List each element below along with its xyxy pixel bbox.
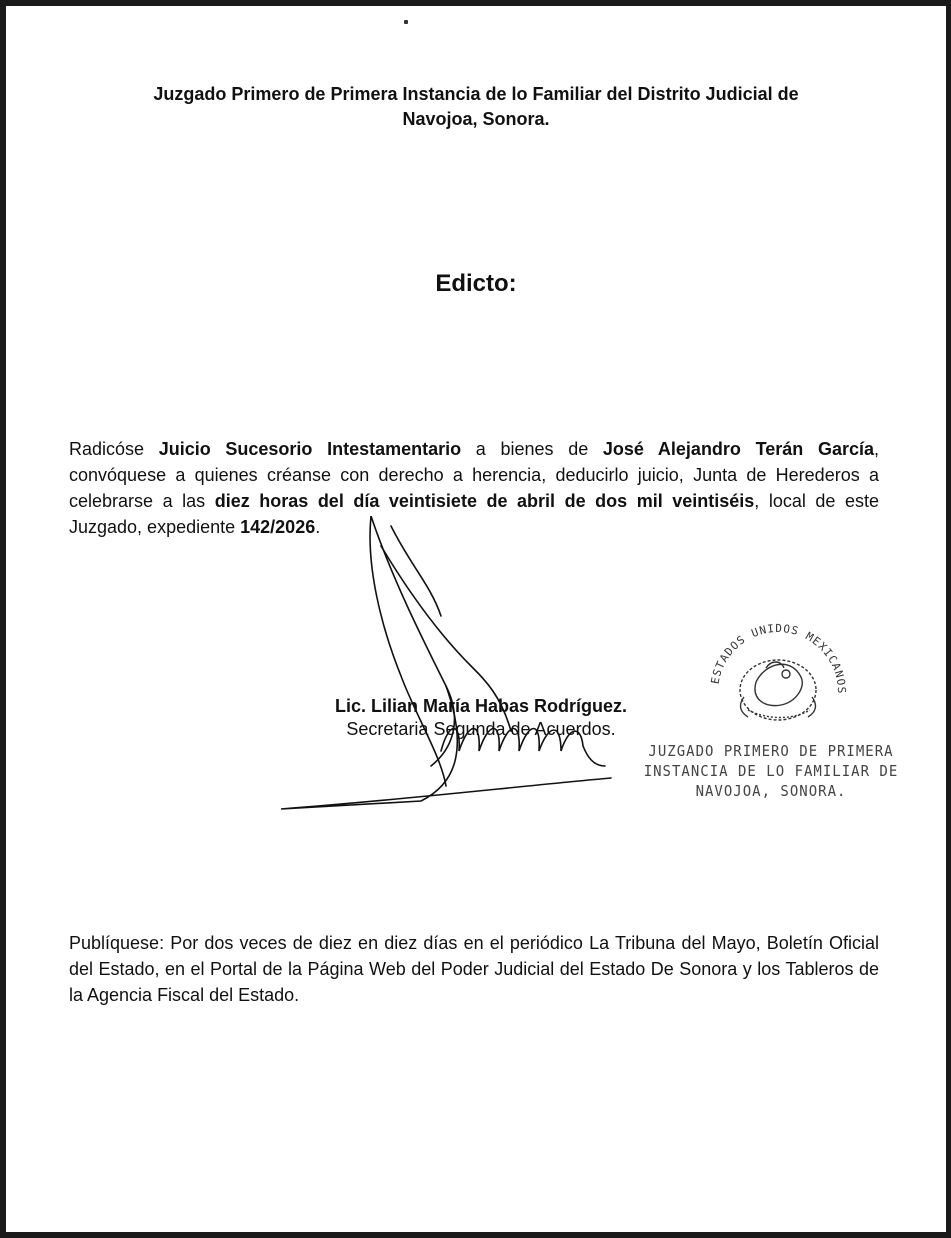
court-header-line-1: Juzgado Primero de Primera Instancia de lo Familiar del Distrito Judicial de	[153, 84, 799, 104]
court-header	[66, 82, 886, 132]
court-header-line-2: Navojoa, Sonora.	[402, 109, 550, 129]
signatory-role: Secretaria Segunda de Acuerdos.	[346, 719, 616, 739]
text-segment: .	[315, 517, 321, 537]
hearing-datetime: diez horas del día veintisiete de abril de dos mil veintiséis	[214, 491, 755, 511]
coat-of-arms-seal-icon	[696, 602, 856, 742]
text-segment: a bienes de	[461, 439, 603, 459]
signatory-name: Lic. Lilian María Habas Rodríguez.	[334, 696, 628, 716]
case-type: Juicio Sucesorio Intestamentario	[158, 439, 462, 459]
seal-arc-text: ESTADOS UNIDOS MEXICANOS	[708, 621, 849, 695]
scan-speck	[404, 20, 408, 24]
stamp-line-3: NAVOJOA, SONORA.	[695, 783, 847, 801]
stamp-line-2: INSTANCIA DE LO FAMILIAR DE	[643, 763, 899, 781]
case-file-number: 142/2026	[240, 517, 316, 537]
text-segment: , local de este Juzgado, expediente	[69, 491, 879, 537]
court-stamp	[626, 743, 916, 803]
deceased-name: José Alejandro Terán García	[602, 439, 874, 459]
text-segment: , convóquese a quienes créanse con derecho a herencia, deducirlo juicio, Junta de Herederos a celebrarse a las	[69, 439, 880, 511]
handwritten-signature	[271, 516, 671, 816]
text-segment: Radicóse	[69, 439, 159, 459]
stamp-line-1: JUZGADO PRIMERO DE PRIMERA	[648, 743, 894, 761]
svg-text:ESTADOS UNIDOS MEXICANOS	[709, 622, 849, 695]
document-title: Edicto:	[435, 270, 517, 297]
publication-paragraph: Publíquese: Por dos veces de diez en diez días en el periódico La Tribuna del Mayo, Boletín Oficial del Estado, en el Portal de la Página Web del Poder Judicial del Estado De Sonora y los Tableros de la Agencia Fiscal del Estado.	[69, 933, 879, 1005]
